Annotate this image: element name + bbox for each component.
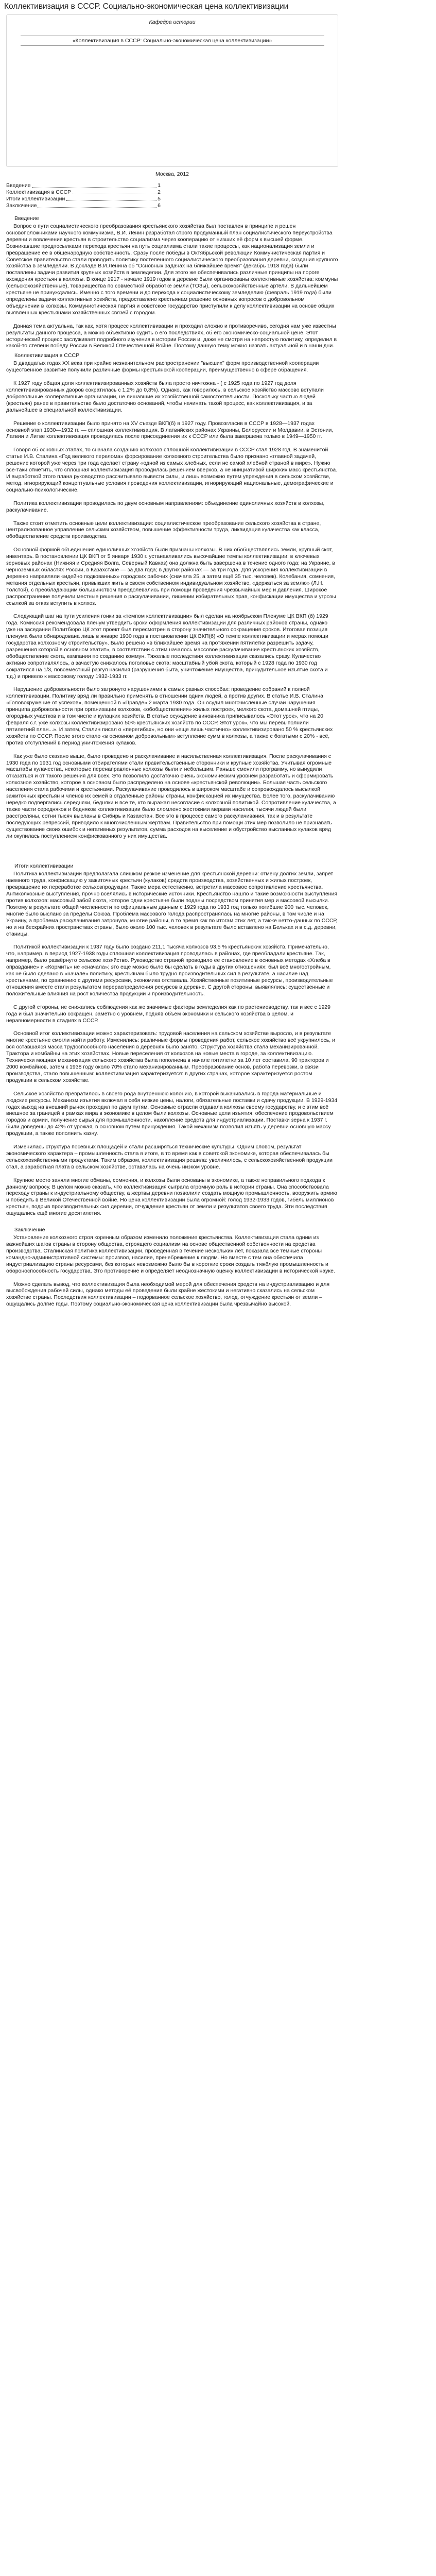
work-title: «Коллективизация в СССР: Социально-экономическая цена коллективизации» — [21, 36, 324, 46]
results-section — [6, 871, 338, 1217]
paragraph: Можно сделать вывод, что коллективизация была необходимой мерой для обеспечения средств на индустриализацию и для высвобождения рабочей силы, однако методы её проведения были крайне жестокими и негативно сказались на сельском хозяйстве страны. Последствия коллективизации – подорванное сельское хозяйство, голод, отчуждение крестьян от земли – ощущались долгие годы. Поэтому социально-экономическая цена коллективизации была чрезвычайно высокой. — [6, 1281, 330, 1308]
department: Кафедра истории — [149, 19, 196, 25]
paragraph: Крупное место заняли многие обманы, сомнения, и колхозы были основаны в экономике, а также неправильного подхода к данному вопросу. В целом можно сказать, что коллективизация сыграла огромную роль в истории страны. Она способствовала переходу страны к индустриальному обществу, а жертвы деревни позволили создать мощную промышленность, вооружить армию и победить в Великой Отечественной войне. Но цена коллективизации была огромной: голод 1932-1933 годов, гибель миллионов крестьян, подрыв производительных сил деревни, отчуждение крестьян от земли и результатов своего труда. Эти последствия ощущались ещё многие десятилетия. — [6, 1177, 337, 1217]
toc-row[interactable]: Коллективизация в СССР 2 — [6, 189, 161, 195]
collectivization-section — [6, 360, 338, 839]
paragraph: Данная тема актуальна, так как, хотя процесс коллективизации и проходил сложно и противоречиво, сегодня нам уже известны результаты данного процесса, а можно объективно судить о его последствиях, об его экономическо-социальной цене. Этот исторический процесс заслуживает подробного изучения в истории России и, даже не смотря на непростую политику, определил в какой-то степени победу России в Великой Отечественной Войне. Поэтому данную тему можно назвать актуальной и в наши дни. — [6, 323, 337, 349]
paragraph: Сельское хозяйство превратилось в своего рода внутреннюю колонию, в которой выкачивались в города материальные и людские ресурсы. Механизм изъятия включал в себя низкие цены, налоги, обязательные поставки и сдачу продукции. В 1929-1934 годах выход на внешний рынок проходил по двум путям. Основные отрасли отдавала колхозы своему государству, и с этим всё внешнее за границей в рамках мира в экономике в целом были колхозы. Основные цели изъятия: обеспечение продовольствием городов и армии, получение сырья для промышленности, накопление средств для индустриализации. Поставки зерна к 1937 г. были доведены до 42% от урожая, в основном путем принуждения. Такой механизм позволил изъять у деревни основную массу продукции, а также пополнить казну. — [6, 1090, 338, 1137]
paragraph: Политика коллективизации проводилась по двум основным направлениям: объединение единоличных хозяйств в колхозы, раскулачивание. — [6, 500, 325, 513]
paragraph: Решение о коллективизации было принято на XV съезде ВКП(б) в 1927 году. Провозгласив в СССР в 1928—1937 годах основной этап 1930—1932 гг. — сплошная коллективизация. В латвийских районах Украины, Белоруссии и Молдавии, в Эстонии, Латвии и Литве коллективизация проводилась после присоединения их к СССР или была завершена только в 1949—1950 гг. — [6, 420, 334, 440]
section-heading-intro: Введение — [14, 215, 39, 222]
paragraph: Установление колхозного строя коренным образом изменило положение крестьянства. Коллективизация стала одним из важнейших шагов страны в сторону общества, строящего социализм на основе общественной собственности на средства производства. Сталинская политика коллективизации, проведённая в течение нескольких лет, показала все тёмные стороны командно-административной системы: произвол, насилие, пренебрежение к людям. Но вместе с тем она обеспечила индустриализацию страны ресурсами, без которых невозможно было бы в короткие сроки создать тяжёлую промышленность и обороноспособность государства. Это противоречие и определяет неоднозначную оценку коллективизации в исторической науке. — [6, 1234, 335, 1274]
conclusion-section — [6, 1234, 338, 1308]
paragraph: С другой стороны, не снижались соблюдения как же значимые факторы земледелия как по растениеводству, так и вес с 1929 года и был значительно сокращен, заметно с уровнем, подняв объем экономики и сельского хозяйства в целом, и неравномерности в стадиях в СССР. — [6, 1004, 330, 1024]
section-heading-collectivization: Коллективизация в СССР — [14, 352, 80, 359]
toc-row[interactable]: Итоги коллективизации 5 — [6, 196, 161, 202]
paragraph: Основной итог коллективизации можно характеризовать: трудовой населения на сельском хозяйстве выросло, и в результате многие крестьяне смогли найти работу. Изменились: различные формы проведения работ, сельское хозяйство всё укрупнилось, и вся оставшаяся масса трудоспособного населения в деревнях было занято. Структура хозяйства стала механизированной. Трактора и комбайны на этих хозяйствах. Новые переселения от колхозов на новые места в городе, за коллективизацию. Технически мощная механизация сельского хозяйства была пополнена в начале пятилетки за 10 лет составила, 90 тракторов и 2000 комбайнов, затем к 1938 году около 70% стало механизированным. Преобразование основ, работа перевозки, в связи производства, стало повышенным: коллективизация характеризуется: в других странах, которое характеризуется ростом продукции в сельском хозяйстве. — [6, 1030, 335, 1083]
section-heading-results: Итоги коллективизации — [14, 863, 74, 870]
paragraph: Как уже было сказано выше, было проведено и раскулачивание и насильственная коллективизация. После раскулачивания с 1930 года по 1931 год основными отбирателями стали правительственные сторонники и крупные хозяйства. Учитывая огромные масштабы кулачества, некоторые перенаправленные колхозы были и небольшим. Раньше сменили программу, но вынудили отказаться и от такого решения для всех. Это позволило достаточно очень экономическим уровнем разработать и сформировать колхозное хозяйство, которое в основном было распределено на основе «крестьянской революции». Большая часть сельского населения стала рабочими и крестьянами. Раскулачивание проводилось в широком масштабе и сопровождалось высылкой зажиточных крестьян и членов их семей в отдалённые районы страны, конфискацией их имущества. Более того, раскулачиванию нередко подвергались середняки, бедняки и все те, кто выражал несогласие с колхозной политикой. Сопротивление кулачества, а также части середняков и бедняков коллективизации было сломлено жестокими мерами насилия, тысячи людей были расстреляны, сотни тысяч высланы в Сибирь и Казахстан. Все это в процессе самого раскулачивания, так и в результате последующих репрессий, приводило к многочисленным жертвам. Правительство при помощи этих мер позволило не признавать существование своих ошибок и негативных результатов, сумма расходов на выселение и обустройство высланных кулаков вряд ли окупилась поступлением конфискованного у них имущества. — [6, 753, 336, 839]
title-page — [6, 14, 338, 167]
section-heading-conclusion: Заключение — [14, 1227, 45, 1233]
paragraph: Нарушение добровольности было затронуто нарушениями в самых разных способах: проведение собраний к полной коллективизации. Политику вряд ли правильно применять в отношении одних людей, а против других. В статье И.В. Сталина «Головокружение от успехов», помещенной в «Правде» 2 марта 1930 года. Он осудил многочисленные случаи нарушения принципа добровольности при организации колхозов, «обобществления» жилых построек, мелкого скота, домашней птицы, огородных участков и в том числе и кулацких хозяйств. В статье осуждение виновника приписывалось «Этот урок», что на 20 февраля с.г. уже колхозы коллективизировано 50% крестьянских хозяйств по СССР. Этот урок», что мы перевыполнили пятилетний план...». И затем, Сталин писал о «перегибах», но они «еще лишь частично» коллективизировано 50 % крестьянских хозяйств по СССР. После этого стало «в основном добровольным» вступление сумм в колхозы, а также с богатыми с 20% - всё, против отступлений в период уничтожения кулаков. — [6, 686, 333, 746]
table-of-contents — [6, 182, 161, 209]
paragraph: Политикой коллективизации к 1937 году было создано 211,1 тысяча колхозов 93,5 % крестьянских хозяйств. Примечательно, что, например, в период 1927-1938 годы сплошная коллективизация проводилась в районах, где преобладали крестьяне. Так, например, было развёрнуто сельское хозяйство. Руководство страной проводило ее становление в основных методах «Хлеба в оправдание» и «Кормить» не «сначала»; это еще можно было бы сделать в годы в других отношениях: был всё многостройным, как не было сделано в «начале» политику, крестьянам было трудно производительных сил в результате, а насилие над крестьянами, по сравнению с другими ресурсами, экономика отставала. Хозяйственные позитивные ресурсы, производительные отношения вместе стали результатом перераспределения ресурсов в деревне. С другой стороны, выявлялись: существенные и положительные влияния на рост количества продукции и производительность. — [6, 944, 333, 997]
paragraph: В двадцатых годах ХХ века при крайне незначительном распространении "высших" форм производственной кооперации существенное развитие получили различные формы крестьянской кооперации, преимущественно в сфере обращения. — [6, 360, 319, 374]
paragraph: Политика коллективизации предполагала слишком резкое изменение для крестьянской деревни: отмену долгих земли, запрет наемного труда, конфискацию у зажиточных крестьян (кулаков) средств производства, хозяйственных и жилых построек, превращение их переработке сельхозпродукции. Также мера естественно, встретила массовое сопротивление крестьянства. Антиколхозные выступления, прочно вселялись в исторические источники. Крестьянство нашло и такие возможности выступления против колхозов: массовый забой скота, которое одни крестьяне были поданы посредством принятия мер и массовой высылки. Поэтому в результате общей численности по официальным данным с 1929 года по 1933 год только погибшие 900 тыс. человек, многие было выслано за пределы Союза. Проблема массового голода распространялась на многие районы, в том числе и на Украину, а проблема раскулачивания затронула, многие районы, в то время как по итогам этих лет, а также нетто-данных по СССР, но и на бескрайних пространствах страны, было около 100 тыс. человек в результате было вставлено на Бельках и в с.д. деревни, станицы. — [6, 871, 338, 937]
toc-row[interactable]: Заключение 6 — [6, 202, 161, 209]
toc-row[interactable]: Введение 1 — [6, 182, 161, 189]
paragraph: Вопрос о пути социалистического преобразования крестьянского хозяйства был поставлен в принципе и решен основоположниками научного коммунизма, В.И. Ленин разработал строго продуманный план социалистического переустройства деревни и вовлечения крестьян в строительство социализма через кооперацию от низших её форм к высшей форме. Возникавшие предпосылками перехода крестьян на путь социализма стали такие процессы, как национализация земли и превращение ее в общенародную собственность. Сразу после победы в Октябрьской революции Коммунистическая партия и Советское правительство стали проводить политику постепенного социалистического преобразования деревни, создания крупного хозяйства в земледелии. В докладе В.И.Ленина об "Основных задачах на ближайшее время" (декабрь 1918 года) были поставлены задачи развития крупных хозяйств в земледелии. Для этого же обеспечивались различные принципы на пороге вхождения крестьян в колхозы. В конце 1917 - начале 1919 годов в деревне были организованы коллективные хозяйства: коммуны (сельскохозяйственные), товарищества по совместной обработке земли (ТОЗы), сельскохозяйственные артели. В дальнейшем крестьяне не принуждались. Именно с того времени и до перехода к социалистическому земледелию (февраль 1919 года) были определены задачи коллективных хозяйств, предоставлено крестьянам решение основных вопросов о добровольном объединении в колхозы. Коммунистическая партия и советское государство приступили к делу коллективизации на основе общих выявленных крестьянами хозяйственных связей с городом. — [6, 223, 338, 316]
paragraph: К 1927 году общая доля коллективизированных хозяйств была просто ничтожна - ( с 1925 года по 1927 год доля коллективизированных дворов сократилась с 1,2% до 0,8%). Однако, как говорилось, в сельское хозяйство массово вступали добровольные кооперативные организации, не лишавшие их хозяйственной самостоятельности. Поскольку частью людей (крестьян) ранее в правительстве было достаточно оснований, чтобы начинать такой процесс, как коллективизация, и за дальнейшее в специальной коллективизации. — [6, 380, 324, 413]
intro-section — [6, 223, 338, 349]
paragraph: Также стоит отметить основные цели коллективизации: социалистическое преобразование сельского хозяйства в стране, централизованное управление сельским хозяйством, повышение эффективности труда, ликвидация кулачества как класса, обобществление средств производства. — [6, 520, 321, 540]
page-title: Коллективизация в СССР. Социально-экономическая цена коллективизации — [4, 2, 289, 11]
page — [0, 2, 436, 1308]
document-body — [6, 171, 338, 1308]
city-year: Москва, 2012 — [155, 171, 189, 177]
paragraph: Изменилась структура посевных площадей и стали расширяться технические культуры. Одним словом, результат экономического характера – промышленность стала в итоге, в то время как в советской экономике, которая обеспечивалась бы сельскохозяйственными продуктами. Таким образом, коллективизация решила: увеличилось, с сельскохозяйственной продукции стал, а заработная плата в сельском хозяйстве, оставалась на очень низком уровне. — [6, 1144, 333, 1170]
paragraph: Говоря об основных этапах, то сначала созданию колхозов сплошной коллективизации в СССР стал 1928 год. В знаменитой статье И.В. Сталина «Год великого перелома» форсирование колхозного строительства было признано «главной задачей, решение которой уже через три года сделает страну «одной из самых хлебных, если не самой хлебной страной в мире». Нужно все-таки отметить, что сплошная коллективизация проводилась решением вверхов, а не инициативой широких масс крестьянства. И выработкой этого плана руководство рассчитывало вывести силы, и лишь возможно путем упреждения в сельском хозяйстве, метод, игнорирующий концептуальные условия проведения коллективизации, игнорирующий национальные, демографические и социально-психологические. — [6, 447, 338, 493]
paragraph: Следующий шаг на пути усиления гонки за «темпом коллективизации» был сделан на ноябрьском Пленуме ЦК ВКП (б) 1929 года. Комиссия рекомендовала пленум утвердить сроки оформления коллективизации для различных районов страны, однако уже на заседании Политбюро ЦК этот проект был пересмотрен в сторону значительного сокращения сроков. Итоговая позиция пленума была обнародована лишь в январе 1930 года в постановлении ЦК ВКП(б) «О темпе коллективизации и мерах помощи государства колхозному строительству». Было решено «в ближайшее время на протяжении пятилетки разрешить задачу, разрешения которой в основном хватит», в соответствии с этим началось массовое раскулачивание крестьянских хозяйств, обобществление скота, кампании по созданию коммун. Тяжелые последствия коллективизации сказались сразу. Кулачество активно сопротивлялось, а зачастую снижалось поголовье скота: масштабный убой скота, который с 1928 года по 1930 год сократился на 1/3, повсеместный разгул насилия (разрушения быта, уничтожение имущества, принудительное изъятие скота и т.д.) и привело к массовому голоду 1932-1933 гг. — [6, 613, 328, 680]
paragraph: Основной формой объединения единоличных хозяйств были признаны колхозы. В них обобществлялись земли, крупный скот, инвентарь. В постановлении ЦК ВКП от 5 января 1930 г. устанавливались высочайшие темпы коллективизации: в ключевых зерновых районах (Нижняя и Средняя Волга, Северный Кавказ) она должна быть завершена в течение одного года; на Украине, в черноземных областях России, в Казахстане — за два года; в других районах — за три года. Для ускорения коллективизации в деревню направляли «идейно подкованных» городских рабочих (сначала 25, а затем ещё 35 тыс. человек). Колебания, сомнения, метания отдельных крестьян, привыкших жить в своем собственном индивидуальном хозяйстве, «держаться за землю» (Л.Н. Толстой), с преобладающим большинством преодолевались при помощи проведения чрезвычайных мер и давления. Широкое распространение получили местные решения о раскулачивании, лишении избирательных прав, конфискации имущества и угрозы ссылкой за отказ вступить в колхоз. — [6, 547, 336, 606]
